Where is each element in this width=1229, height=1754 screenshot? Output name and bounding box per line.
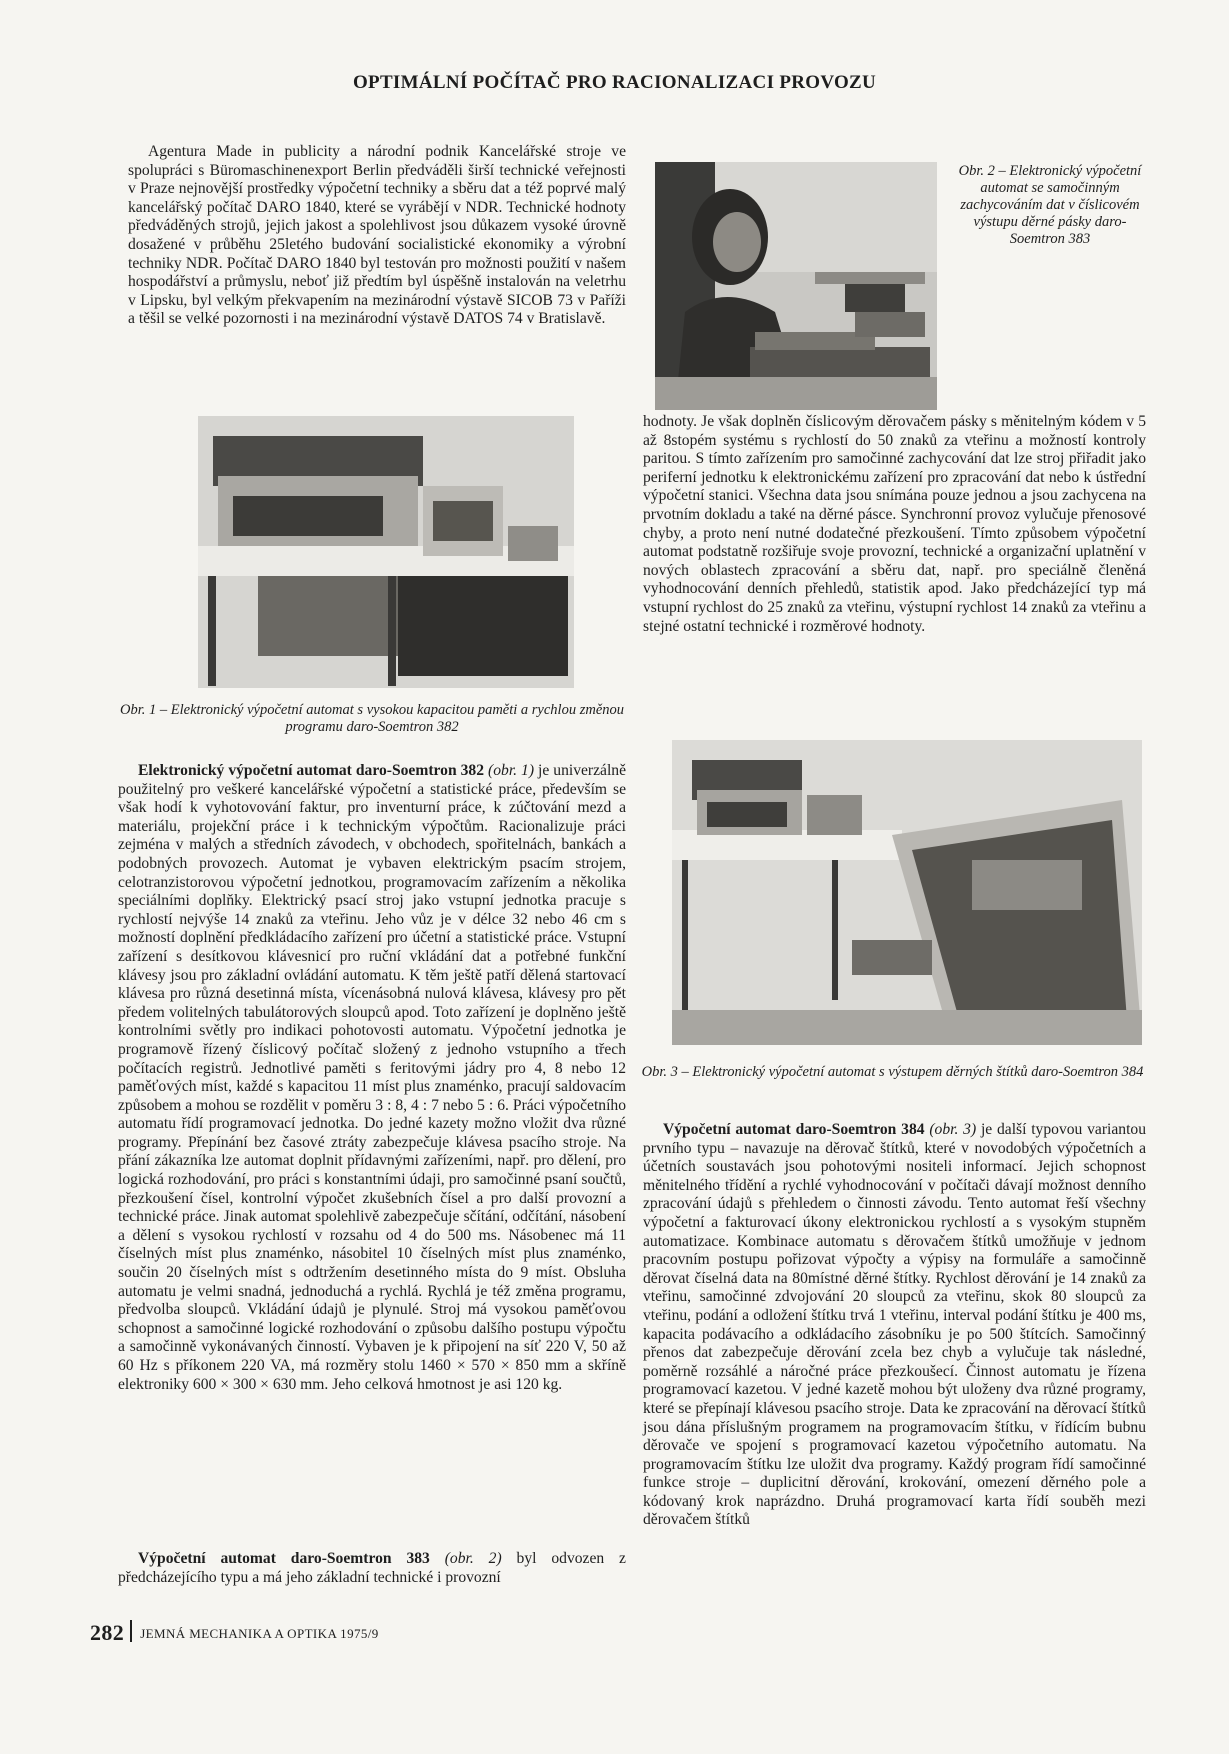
figure-2-caption-number: Obr. 2	[958, 163, 995, 179]
section-383-continued: hodnoty. Je však doplněn číslicovým děrovačem pásky s měnitelným kódem v 5 až 8stopém systému s rychlostí do 50 znaků za vteřinu a možností kontroly paritou. S tímto zařízením pro samočinné zachycování dat lze stroj přiřadit jako periferní jednotku k elektronickému zařízení pro zpracování dat nebo k ústřední výpočetní stanici. Všechna data jsou snímána pouze jednou a jsou zachycena na prvotním dokladu a také na děrné pásce. Synchronní provoz vylučuje přenosové chyby, a proto není nutné dodatečné přezkoušení. Tímto způsobem výpočetní automat podstatně rozšiřuje svoje provozní, technické a organizační uplatnění v nových oblastech zpracování a sběru dat, např. pro speciálně členěná vyhodnocování denních přehledů, statistik apod. Jako předcházející typ má vstupní rychlost do 25 znaků za vteřinu, výstupní rychlost 14 znaků za vteřinu a stejné ostatní technické i rozměrové hodnoty.	[643, 413, 1146, 635]
section-383-paragraph	[118, 1550, 626, 1587]
section-384-heading: Výpočetní automat daro-Soemtron 384	[663, 1121, 925, 1138]
section-382-body: je univerzálně použitelný pro veškeré kancelářské výpočetní a statistické práce, především se však hodí k vyhotovování faktur, pro inventurní práce, k zúčtování mezd a materiálu, projekční práce i k technickým výpočtům. Racionalizuje práci zejména v malých a středních závodech, v obchodech, spořitelnách, bankách a podobných provozech. Automat je vybaven elektrickým psacím strojem, celotranzistorovou výpočetní jednotkou, programovacím zařízením a několika speciálními doplňky. Elektrický psací stroj jako vstupní jednotka pracuje s rychlostí nejvýše 14 znaků za vteřinu. Jeho vůz je v délce 32 nebo 46 cm s možností doplnění předkládacího zařízení pro účetní a statistické práce. Vstupní zařízení s desítkovou klávesnicí pro ruční vkládání dat a potřebné funkční klávesy jsou pro základní ovládání automatu. K těm ještě patří dělená startovací klávesa pro různá desetinná místa, vícenásobná nulová klávesa, klávesy pro pět předem volitelných tabulátorových sloupců apod. Toto zařízení je doplněno ještě kontrolními světly pro indikaci pohotovosti automatu. Výpočetní jednotka je programově řízený číslicový počítač složený z jednoho vstupního a třech počítacích registrů. Jednotlivé paměti s feritovými jádry pro 4, 8 nebo 12 paměťových míst, každé s kapacitou 11 míst plus znaménko, pracují saldovacím způsobem a mohou se rozdělit v poměru 3 : 8, 4 : 7 nebo 5 : 6. Práci výpočetního automatu řídí programovací jednotka. Do jedné kazety možno vložit dva různé programy. Přepínání bez časové ztráty zabezpečuje klávesa psacího stroje. Na přání zákazníka lze automat doplnit přídavnými zařízeními, např. pro dělení, pro logická rozhodování, pro práci s konstantními údaji, pro samočinné psaní součtů, přezkoušení čísel, kontrolní výpočet zkušebních čísel a pro další provozní a technické práce. Jinak automat spolehlivě zabezpečuje sčítání, odčítání, násobení a dělení s vysokou rychlostí v rozsahu od 4 do 500 ms. Násobenec má 11 číselných míst plus znaménko, násobitel 10 číselných míst plus znaménko, součin 20 číselných míst s odtržením desetinného místa do 9 míst. Obsluha automatu je velmi snadná, jednoduchá a rychlá. Rychlá je též změna programu, předvolba sloupců. Vkládání údajů je plynulé. Stroj má vysokou paměťovou schopnost a samočinné logické rozhodování o způsobu dalšího postupu výpočtu a samočinně vykonávaných činností. Vybaven je k připojení na síť 220 V, 50 až 60 Hz s příkonem 220 VA, má rozměry stolu 1460 × 570 × 850 mm a skříně elektroniky 600 × 300 × 630 mm. Jeho celková hmotnost je asi 120 kg.	[118, 762, 627, 1393]
figure-3-caption	[640, 1064, 1145, 1081]
figure-1-caption-number: Obr. 1	[119, 702, 157, 718]
section-384-paragraph	[643, 1121, 1146, 1530]
section-383-figure-ref: (obr. 2)	[444, 1550, 502, 1567]
journal-name: JEMNÁ MECHANIKA A OPTIKA 1975/9	[140, 1626, 379, 1641]
figure-1-caption-text: – Elektronický výpočetní automat s vysokou kapacitou paměti a rychlou změnou programu daro-Soemtron 382	[159, 702, 625, 735]
figure-2-caption-text: – Elektronický výpočetní automat se samočinným zachycováním dat v číslicovém výstupu děrné pásky daro-Soemtron 383	[960, 163, 1142, 247]
page-number: 282	[90, 1620, 125, 1645]
intro-paragraph: Agentura Made in publicity a národní podnik Kancelářské stroje ve spolupráci s Büromaschinenexport Berlin předváděli širší technické veřejnosti v Praze nejnovější prostředky výpočetní techniky a sběru dat a též poprvé malý kancelářský počítač DARO 1840, které se vyrábějí v NDR. Technické hodnoty předváděných strojů, jejich jakost a spolehlivost jsou důkazem vysoké úrovně dosažené v průběhu 25letého budování socialistické ekonomiky a výrobní techniky NDR. Počítač DARO 1840 byl testován pro možnosti použití v našem hospodářství a průmyslu, neboť již předtím byl úspěšně instalován na veletrhu v Lipsku, byl velkým překvapením na mezinárodní výstavě SICOB 73 v Paříži a těšil se velké pozornosti i na mezinárodní výstavě DATOS 74 v Bratislavě.	[128, 143, 626, 328]
section-382-heading: Elektronický výpočetní automat daro-Soemtron 382	[138, 762, 485, 779]
figure-3-photo	[672, 740, 1142, 1045]
section-384-figure-ref: (obr. 3)	[929, 1121, 977, 1138]
section-382-figure-ref: (obr. 1)	[488, 762, 535, 779]
footer-divider	[130, 1620, 132, 1642]
section-383-body: byl odvozen z předcházejícího typu a má jeho základní technické i provozní	[118, 1550, 626, 1586]
figure-2-caption	[955, 163, 1145, 248]
figure-1-caption	[118, 702, 626, 736]
figure-3-caption-text: – Elektronický výpočetní automat s výstupem děrných štítků daro-Soemtron 384	[681, 1064, 1144, 1080]
section-384-body: je další typovou variantou prvního typu – navazuje na děrovač štítků, které v novodobých výpočetních a účetních soustavách jsou pohotovými nositeli informací. Jejich schopnost měnitelného třídění a rychlé vyhodnocování v počítači dávají možnost denního zpracování údajů s přehledem o činnosti závodu. Tento automat řeší všechny výpočetní a fakturovací úkony elektronickou rychlostí a s vysokým stupněm automatizace. Kombinace automatu s děrovačem štítků umožňuje v jednom pracovním postupu pořizovat výpočty a výpisy na formuláře a samočinně děrovat číselná data na 80místné děrné štítky. Rychlost děrování je 14 znaků za vteřinu, samočinné zdvojování 20 sloupců za vteřinu, skok 80 sloupců za vteřinu, podání a odložení štítku trvá 1 vteřinu, interval podání štítku je 400 ms, kapacita podávacího a odkládacího zásobníku je po 500 štítcích. Samočinný přenos dat zabezpečuje děrování zcela bez chyb a vylučuje tak následné, poměrně rozsáhlé a náročné práce přezkoušecí. Činnost automatu je řízena programovací kazetou. V jedné kazetě mohou být uloženy dva různé programy, které se přepínají klávesou psacího stroje. Data ke zpracování na děrovací štítků jsou dána příslušným programem na programovacím štítku, v řídícím bubnu děrovače ve spojení s programovací kazetou výpočetního automatu. Na programovacím štítku lze uložit dva programy. Každý program řídí samočinné funkce stroje – duplicitní děrování, krokování, omezení děrného pole a kódovaný krok naprázdno. Druhá programovací karta řídí souběh mezi děrovačem štítků	[643, 1121, 1147, 1529]
figure-3-caption-number: Obr. 3	[641, 1064, 678, 1080]
figure-2-photo	[655, 162, 937, 410]
figure-1-photo	[198, 416, 574, 688]
article-title: OPTIMÁLNÍ POČÍTAČ PRO RACIONALIZACI PROVOZU	[352, 72, 877, 93]
section-382-paragraph	[118, 762, 626, 1394]
page-footer	[90, 1620, 379, 1646]
section-383-heading: Výpočetní automat daro-Soemtron 383	[138, 1550, 430, 1567]
